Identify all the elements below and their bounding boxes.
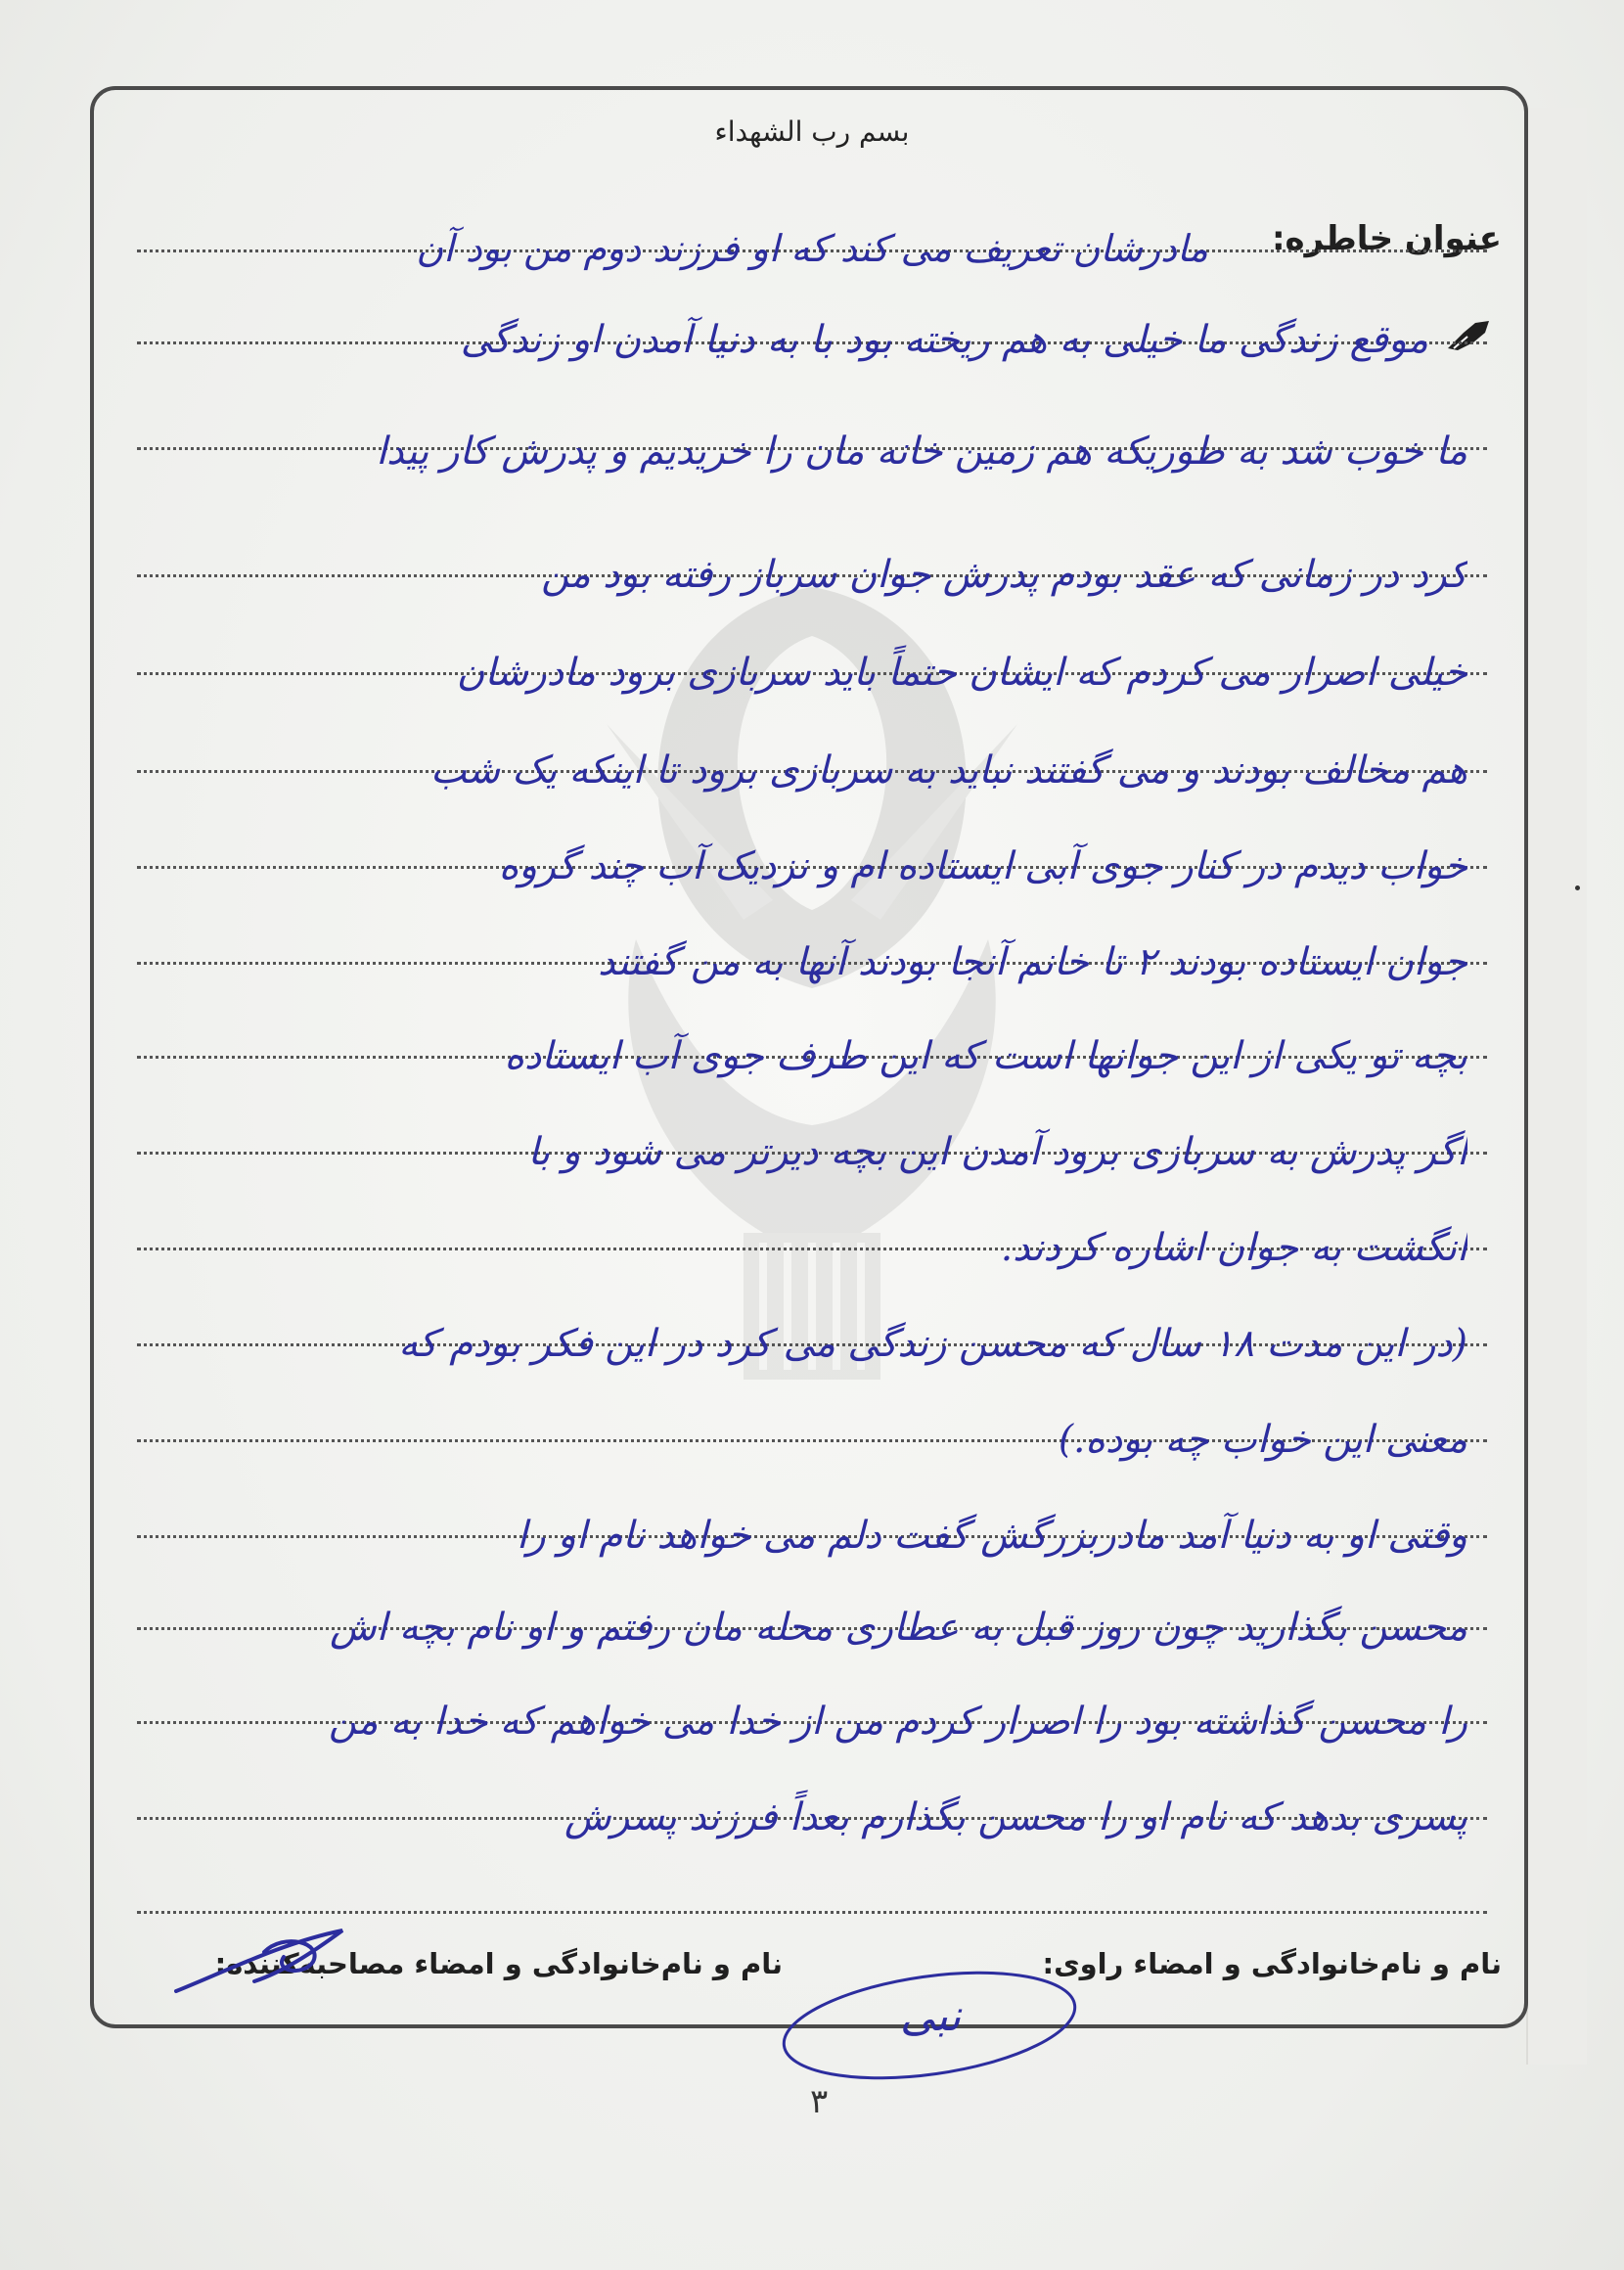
stray-ink-dot bbox=[1575, 885, 1580, 890]
handwritten-line: جوان ایستاده بودند ۲ تا خانم آنجا بودند آنها به من گفتند bbox=[598, 940, 1467, 984]
handwritten-line: محسن بگذارید چون روز قبل به عطاری محله مان رفتم و او نام بچه اش bbox=[330, 1606, 1467, 1650]
handwritten-line: بچه تو یکی از این جوانها است که این طرف جوی آب ایستاده bbox=[504, 1034, 1467, 1078]
handwritten-line: اگر پدرش به سربازی برود آمدن این بچه دیرتر می شود و با bbox=[527, 1130, 1467, 1174]
handwritten-line: مادرشان تعریف می کند که او فرزند دوم من بود آن bbox=[416, 227, 1208, 270]
interviewer-signature bbox=[763, 1952, 1154, 2089]
memory-title-label: عنوان خاطره: bbox=[1271, 219, 1502, 258]
interviewer-signature-text: نبی bbox=[900, 1991, 962, 2041]
interviewer-signature-label: نام و نام‌خانوادگی و امضاء مصاحبه‌کننده: bbox=[214, 1947, 783, 1980]
handwritten-line: کرد در زمانی که عقد بودم پدرش جوان سرباز رفته بود من bbox=[541, 553, 1467, 597]
narrator-signature-label: نام و نام‌خانوادگی و امضاء راوی: bbox=[1042, 1947, 1502, 1980]
handwritten-line: انگشت به جوان اشاره کردند. bbox=[1000, 1226, 1467, 1270]
underlying-page-edge bbox=[1526, 108, 1587, 2065]
handwritten-line: پسری بدهد که نام او را محسن بگذارم بعداً فرزند پسرش bbox=[564, 1795, 1467, 1839]
page-number: ۳ bbox=[810, 2082, 829, 2121]
handwritten-line: ما خوب شد به طوریکه هم زمین خانه مان را خریدیم و پدرش کار پیدا bbox=[376, 430, 1467, 474]
handwritten-line: را محسن گذاشته بود را اصرار کردم من از خدا می خواهم که خدا به من bbox=[328, 1700, 1467, 1744]
handwritten-line: (در این مدت ۱۸ سال که محسن زندگی می کرد در این فکر بودم که bbox=[398, 1322, 1467, 1366]
narrator-signature bbox=[166, 1923, 362, 2001]
ruled-line bbox=[137, 1853, 1487, 1914]
handwritten-line: هم مخالف بودند و می گفتند نباید به سربازی برود تا اینکه یک شب bbox=[430, 749, 1467, 793]
handwritten-line: معنی این خواب چه بوده.) bbox=[1058, 1418, 1467, 1462]
handwritten-line: خیلی اصرار می کردم که ایشان حتماً باید سربازی برود مادرشان bbox=[456, 651, 1467, 695]
handwritten-line: وقتی او به دنیا آمد مادربزرگش گفت دلم می خواهد نام او را bbox=[516, 1514, 1467, 1558]
handwritten-line: خواب دیدم در کنار جوی آبی ایستاده ام و نزدیک آب چند گروه bbox=[498, 844, 1467, 888]
header-invocation: بسم رب الشهداء bbox=[714, 115, 910, 148]
handwritten-line: موقع زندگی ما خیلی به هم ریخته بود با به دنیا آمدن او زندگی bbox=[460, 318, 1428, 362]
